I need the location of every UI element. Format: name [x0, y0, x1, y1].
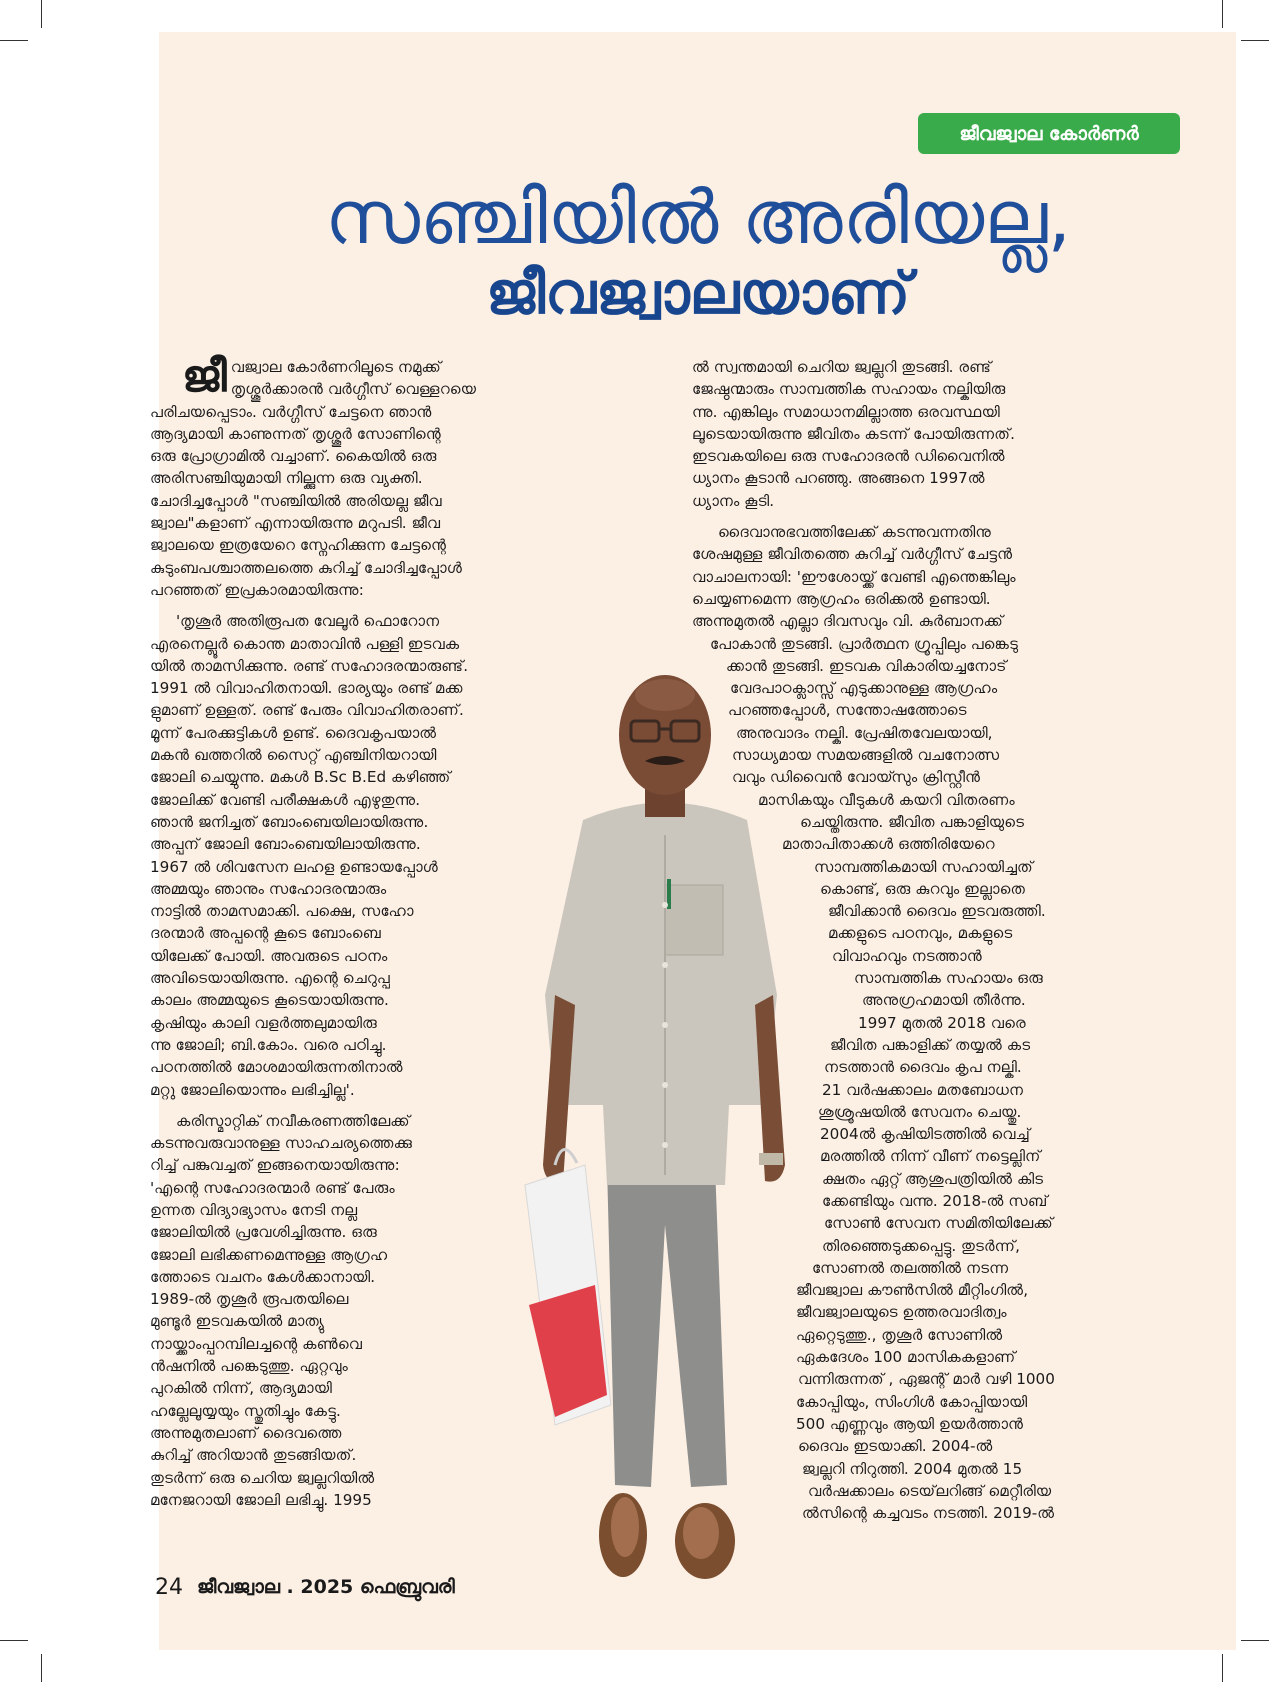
text-line: മാതാപിതാക്കൾ ഒത്തിരിയേറെ [782, 835, 995, 854]
text-line: ജോലി ചെയ്യുന്നു. മകൾ B.Sc B.Ed കഴിഞ്ഞ് [150, 768, 451, 787]
text-line: കോപ്പിയും, സിംഗിൾ കോപ്പിയായി [796, 1392, 1028, 1411]
text-line: 1991 ൽ വിവാഹിതനായി. ഭാര്യയും രണ്ട് മക്ക [150, 679, 463, 698]
text-line: അന്നുമുതലാണ് ദൈവത്തെ [150, 1423, 342, 1442]
crop-mark [41, 0, 42, 28]
text-line: ചെയ്തിരുന്നു. ജീവിത പങ്കാളിയുടെ [800, 812, 1025, 831]
text-line: മാസികയും വീടുകൾ കയറി വിതരണം [758, 790, 1015, 809]
paragraph-intro [150, 351, 570, 601]
text-line: പഠനത്തിൽ മോശമായിരുന്നതിനാൽ [150, 1058, 403, 1077]
text-line: 'തൃശൂർ അതിരൂപത വേലൂർ ഫൊറോന [176, 612, 440, 631]
crop-mark [0, 40, 28, 41]
text-line: 1989-ൽ തൃശൂർ രൂപതയിലെ [150, 1290, 349, 1309]
article-title: സഞ്ചിയിൽ അരിയല്ല, [325, 175, 1071, 261]
text-line: ന്നു. എങ്കിലും സമാധാനമില്ലാത്ത ഒരവസ്ഥയി [692, 402, 1000, 421]
page-footer [155, 1572, 455, 1602]
publication-info: ജീവജ്വാല . 2025 ഫെബ്രുവരി [197, 1576, 455, 1598]
text-line: വിവാഹവും നടത്താൻ [832, 946, 982, 965]
text-line: നായ്ക്കാംപ്പറമ്പിലച്ചന്റെ കൺവെ [150, 1334, 363, 1353]
text-line: ജേഷ്ഠന്മാരും സാമ്പത്തിക സഹായം നല്കിയിരു [692, 380, 1006, 399]
text-line: 1967 ൽ ശിവസേന ലഹള ഉണ്ടായപ്പോൾ [150, 857, 438, 876]
text-line: എരനെല്ലൂർ കൊന്ത മാതാവിൻ പള്ളി ഇടവക [150, 634, 460, 653]
left-column [150, 351, 570, 1520]
text-line: മനേജറായി ജോലി ലഭിച്ചു. 1995 [150, 1490, 372, 1509]
text-line: കടന്നുവരുവാനുള്ള സാഹചര്യത്തെക്കു [150, 1134, 413, 1153]
text-line: അരിസഞ്ചിയുമായി നില്ക്കുന്ന ഒരു വ്യക്തി. [150, 469, 423, 488]
text-line: ഉന്നത വിദ്യാഭ്യാസം നേടി നല്ല [150, 1200, 358, 1219]
text-line: കുറിച്ച് അറിയാൻ തുടങ്ങിയത്. [150, 1446, 357, 1465]
text-line: കരിസ്മാറ്റിക് നവീകരണത്തിലേക്ക് [176, 1111, 410, 1130]
text-line: കൊണ്ട്, ഒരു കുറവും ഇല്ലാതെ [820, 879, 1025, 898]
section-badge: ജീവജ്വാല കോർണർ [918, 113, 1180, 154]
text-line: മരത്തിൽ നിന്ന് വീണ് നട്ടെല്ലിന് [820, 1147, 1041, 1166]
text-line: മൂന്ന് പേരക്കുട്ടികൾ ഉണ്ട്. ദൈവകൃപയാൽ [150, 723, 437, 742]
text-line: അന്നുമുതൽ എല്ലാ ദിവസവും വി. കുർബാനക്ക് [692, 612, 1004, 631]
page-number: 24 [155, 1574, 183, 1600]
text-line: ജോലിക്ക് വേണ്ടി പരീക്ഷകൾ എഴുതുന്നു. [150, 790, 421, 809]
text-line: സോൺ സേവന സമിതിയിലേക്ക് [824, 1214, 1053, 1233]
text-line: തുടർന്ന് ഒരു ചെറിയ ജ്വല്ലറിയിൽ [150, 1468, 375, 1487]
text-line: വാചാലനായി: 'ഈശോയ്ക്ക് വേണ്ടി എന്തെങ്കിലും [692, 567, 1016, 586]
text-line: യിലേക്ക് പോയി. അവരുടെ പഠനം [150, 946, 388, 965]
text-line: ദൈവാനുഭവത്തിലേക്ക് കടന്നുവന്നതിനു [718, 523, 991, 542]
text-line: നാട്ടിൽ താമസമാക്കി. പക്ഷെ, സഹോ [150, 902, 414, 921]
text-line: ലൂടെയായിരുന്നു ജീവിതം കടന്ന് പോയിരുന്നത്. [692, 424, 1015, 443]
text-line: ൻഷനിൽ പങ്കെടുത്തു. ഏറ്റവും [150, 1357, 348, 1376]
text-line: ശുശ്രൂഷയിൽ സേവനം ചെയ്തു. [818, 1102, 1022, 1121]
crop-mark [1222, 0, 1223, 28]
text-line: നടത്താൻ ദൈവം കൃപ നല്കി. [824, 1058, 1022, 1077]
text-line: 1997 മുതൽ 2018 വരെ [858, 1013, 1026, 1032]
text-line: മുണ്ടൂർ ഇടവകയിൽ മാത്യു [150, 1312, 324, 1331]
dropcap: ജീ [182, 351, 227, 402]
text-line: യിൽ താമസിക്കുന്നു. രണ്ട് സഹോദരന്മാരുണ്ട്. [150, 656, 469, 675]
text-line: ഞാൻ ജനിച്ചത് ബോംബെയിലായിരുന്നു. [150, 812, 429, 831]
text-line: ജ്വാല"കളാണ് എന്നായിരുന്നു മറുപടി. ജീവ [150, 514, 441, 533]
text-line: വന്നിരുന്നത് , ഏജന്റ് മാർ വഴി 1000 [798, 1370, 1055, 1389]
text-line: ൽ സ്വന്തമായി ചെറിയ ജ്വല്ലറി തുടങ്ങി. രണ്ട് [692, 358, 992, 376]
text-line: ഏറ്റെടുത്തു., തൃശൂർ സോണിൽ [796, 1325, 1003, 1344]
text-line: ളുമാണ് ഉള്ളത്. രണ്ട് പേരും വിവാഹിതരാണ്. [150, 701, 464, 720]
crop-mark [1241, 1640, 1269, 1641]
text-line: ക്ഷതം ഏറ്റ് ആശുപത്രിയിൽ കിട [822, 1169, 1044, 1188]
text-line: അനുവാദം നല്കി. പ്രേഷിതവേലയായി, [736, 723, 993, 742]
text-line: പോകാൻ തുടങ്ങി. പ്രാർത്ഥന ഗ്രൂപ്പിലും പങ്കെടു [710, 634, 1018, 653]
text-line: ഒരു പ്രോഗ്രാമിൽ വച്ചാണ്. കൈയിൽ ഒരു [150, 447, 437, 466]
text-line: വേദപാഠക്ലാസ്സ് എടുക്കാനുള്ള ആഗ്രഹം [730, 679, 998, 698]
text-line: സാമ്പത്തിക സഹായം ഒരു [854, 969, 1043, 988]
text-line: ജീവിക്കാൻ ദൈവം ഇടവരുത്തി. [828, 902, 1046, 921]
text-line: അമ്മയും ഞാനും സഹോദരന്മാരും [150, 879, 387, 898]
text-line: കാലം അമ്മയുടെ കൂടെയായിരുന്നു. [150, 991, 389, 1010]
text-line: ദരന്മാർ അപ്പന്റെ കൂടെ ബോംബെ [150, 924, 381, 943]
text-line: അവിടെയായിരുന്നു. എന്റെ ചെറുപ്പ [150, 969, 390, 988]
text-line: ജ്വല്ലറി നിറുത്തി. 2004 മുതൽ 15 [802, 1459, 1023, 1478]
text-line: റിച്ച് പങ്കുവച്ചത് ഇങ്ങനെയായിരുന്നു: [150, 1156, 400, 1175]
text-line: സാമ്പത്തികമായി സഹായിച്ചത് [814, 857, 1033, 876]
text-line: തിരഞ്ഞെടുക്കപ്പെട്ടു. തുടർന്ന്, [822, 1236, 1020, 1255]
text-line: ശേഷമുള്ള ജീവിതത്തെ കുറിച്ച് വർഗ്ഗീസ് ചേട്ടൻ [692, 545, 1013, 564]
text-line: 500 എണ്ണവും ആയി ഉയർത്താൻ [796, 1414, 1024, 1433]
text-line: സാധ്യമായ സമയങ്ങളിൽ വചനോത്സ [732, 746, 1000, 765]
text-line: കൃഷിയും കാലി വളർത്തലുമായിരു [150, 1013, 377, 1032]
text-line: ധ്യാനം കൂടാൻ പറഞ്ഞു. അങ്ങനെ 1997ൽ [692, 469, 985, 488]
text-line: കുടുംബപശ്ചാത്തലത്തെ കുറിച്ച് ചോദിച്ചപ്പോൾ [150, 558, 462, 577]
text-line: വവും ഡിവൈൻ വോയ്സും ക്രിസ്റ്റീൻ [732, 768, 981, 787]
crop-mark [0, 1640, 28, 1641]
text-line: ചോദിച്ചപ്പോൾ "സഞ്ചിയിൽ അരിയല്ല ജീവ [150, 491, 442, 510]
crop-mark [41, 1654, 42, 1682]
text-line: വർഷക്കാലം ടെയ്‌ലറിങ്ങ് മെറ്റീരിയ [808, 1481, 1052, 1500]
text-line: മറ്റു ജോലിയൊന്നും ലഭിച്ചില്ല'. [150, 1080, 355, 1099]
crop-mark [1241, 40, 1269, 41]
text-line: അനുഗ്രഹമായി തീർന്നു. [862, 991, 1026, 1010]
text-line: ആദ്യമായി കാണുന്നത് തൃശ്ശൂർ സോണിന്റെ [150, 424, 441, 443]
article-title-second-line: ജീവജ്വാലയാണ് [486, 259, 910, 327]
text-line: വജ്വാല കോർണറിലൂടെ നമുക്ക് [230, 358, 442, 376]
text-line: ജോലി ലഭിക്കണമെന്നുള്ള ആഗ്രഹ [150, 1245, 388, 1264]
text-line: സോണൽ തലത്തിൽ നടന്ന [812, 1258, 1009, 1277]
text-line: ഏകദേശം 100 മാസികകളാണ് [796, 1348, 1016, 1367]
text-line: 'എന്റെ സഹോദരന്മാർ രണ്ട് പേരും [150, 1178, 395, 1197]
text-line: ക്കേണ്ടിയും വന്നു. 2018-ൽ സബ് [822, 1191, 1048, 1210]
text-line: ജീവജ്വാലയുടെ ഉത്തരവാദിത്വം [796, 1303, 1007, 1322]
paragraph-family [150, 610, 570, 1101]
paragraph-jewellery [692, 356, 1152, 512]
portrait-photo [515, 665, 815, 1590]
text-line: ജ്വാലയെ ഇത്രയേറെ സ്നേഹിക്കുന്ന ചേട്ടന്റെ [150, 536, 447, 555]
text-line: ചെയ്യണമെന്ന ആഗ്രഹം ഒരിക്കൽ ഉണ്ടായി. [692, 589, 991, 608]
text-line: ക്കാൻ തുടങ്ങി. ഇടവക വികാരിയച്ചനോട് [726, 656, 1007, 675]
text-line: 21 വർഷക്കാലം മതബോധന [822, 1080, 1024, 1099]
text-line: ധ്യാനം കൂടി. [692, 491, 775, 510]
paragraph-charismatic [150, 1110, 570, 1511]
text-line: ന്നു ജോലി; ബി.കോം. വരെ പഠിച്ചു. [150, 1035, 387, 1054]
text-line: ഇടവകയിലെ ഒരു സഹോദരൻ ഡിവൈനിൽ [692, 447, 1005, 466]
text-line: ത്തോടെ വചനം കേൾക്കാനായി. [150, 1267, 376, 1286]
text-line: പരിചയപ്പെടാം. വർഗ്ഗീസ് ചേട്ടനെ ഞാൻ [150, 402, 432, 421]
text-line: പുറകിൽ നിന്ന്, ആദ്യമായി [150, 1379, 332, 1398]
text-line: ജോലിയിൽ പ്രവേശിച്ചിരുന്നു. ഒരു [150, 1223, 377, 1242]
text-line: ജീവജ്വാല കൗൺസിൽ മീറ്റിംഗിൽ, [796, 1281, 1029, 1300]
text-line: പറഞ്ഞപ്പോൾ, സന്തോഷത്തോടെ [728, 701, 967, 720]
text-line: അപ്പന് ജോലി ബോംബെയിലായിരുന്നു. [150, 835, 421, 854]
text-line: മകൻ ഖത്തറിൽ സൈറ്റ് എഞ്ചിനിയറായി [150, 746, 437, 765]
text-line: 2004ൽ കൃഷിയിടത്തിൽ വെച്ച് [820, 1125, 1030, 1144]
text-line: പറഞ്ഞത് ഇപ്രകാരമായിരുന്നു: [150, 580, 364, 599]
text-line: ൽസിന്റെ കച്ചവടം നടത്തി. 2019-ൽ [802, 1504, 1055, 1523]
text-line: ജീവിത പങ്കാളിക്ക് തയ്യൽ കട [830, 1035, 1031, 1054]
crop-mark [1222, 1654, 1223, 1682]
text-line: മക്കളുടെ പഠനവും, മകളുടെ [828, 924, 1013, 943]
text-line: ഹല്ലേലൂയ്യയും സ്തുതിച്ചും കേട്ടു. [150, 1401, 341, 1420]
text-line: തൃശ്ശൂർക്കാരൻ വർഗ്ഗീസ് വെള്ളറയെ [230, 380, 477, 399]
text-line: ദൈവം ഇടയാക്കി. 2004-ൽ [798, 1437, 993, 1456]
